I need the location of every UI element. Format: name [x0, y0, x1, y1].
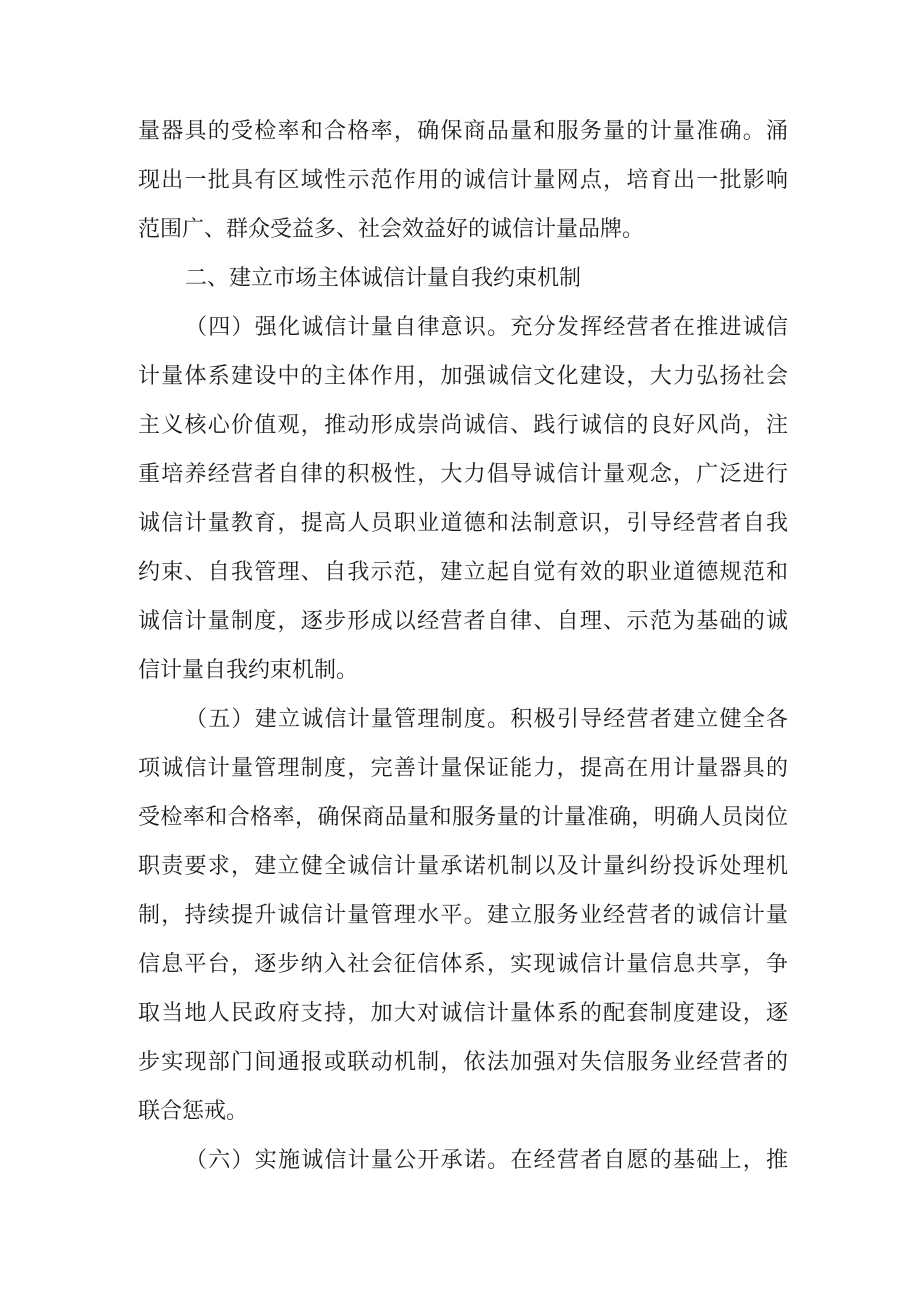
paragraph-line: 信息平台，逐步纳入社会征信体系，实现诚信计量信息共享，争 — [138, 952, 788, 977]
paragraph-line: 主义核心价值观，推动形成崇尚诚信、践行诚信的良好风尚，注 — [138, 413, 788, 438]
paragraph-line: 现出一批具有区域性示范作用的诚信计量网点，培育出一批影响 — [138, 168, 788, 193]
paragraph-line: （五）建立诚信计量管理制度。积极引导经营者建立健全各 — [185, 707, 788, 732]
paragraph-line: 取当地人民政府支持，加大对诚信计量体系的配套制度建设，逐 — [138, 1001, 788, 1026]
paragraph-line: 约束、自我管理、自我示范，建立起自觉有效的职业道德规范和 — [138, 560, 788, 585]
paragraph-line: 项诚信计量管理制度，完善计量保证能力，提高在用计量器具的 — [138, 756, 788, 781]
paragraph-line: 联合惩戒。 — [138, 1099, 249, 1124]
paragraph-line: （四）强化诚信计量自律意识。充分发挥经营者在推进诚信 — [185, 315, 788, 340]
paragraph-line: 职责要求，建立健全诚信计量承诺机制以及计量纠纷投诉处理机 — [138, 854, 788, 879]
section-heading: 二、建立市场主体诚信计量自我约束机制 — [185, 266, 582, 291]
paragraph-line: 诚信计量教育，提高人员职业道德和法制意识，引导经营者自我 — [138, 511, 788, 536]
paragraph-line: 制，持续提升诚信计量管理水平。建立服务业经营者的诚信计量 — [138, 903, 788, 928]
paragraph-line: （六）实施诚信计量公开承诺。在经营者自愿的基础上，推 — [185, 1148, 788, 1173]
paragraph-line: 受检率和合格率，确保商品量和服务量的计量准确，明确人员岗位 — [138, 805, 788, 830]
paragraph-line: 诚信计量制度，逐步形成以经营者自律、自理、示范为基础的诚 — [138, 609, 788, 634]
paragraph-line: 信计量自我约束机制。 — [138, 658, 359, 683]
paragraph-line: 计量体系建设中的主体作用，加强诚信文化建设，大力弘扬社会 — [138, 364, 788, 389]
paragraph-line: 范围广、群众受益多、社会效益好的诚信计量品牌。 — [138, 217, 645, 242]
paragraph-line: 步实现部门间通报或联动机制，依法加强对失信服务业经营者的 — [138, 1050, 788, 1075]
paragraph-line: 量器具的受检率和合格率，确保商品量和服务量的计量准确。涌 — [138, 119, 788, 144]
paragraph-line: 重培养经营者自律的积极性，大力倡导诚信计量观念，广泛进行 — [138, 462, 788, 487]
